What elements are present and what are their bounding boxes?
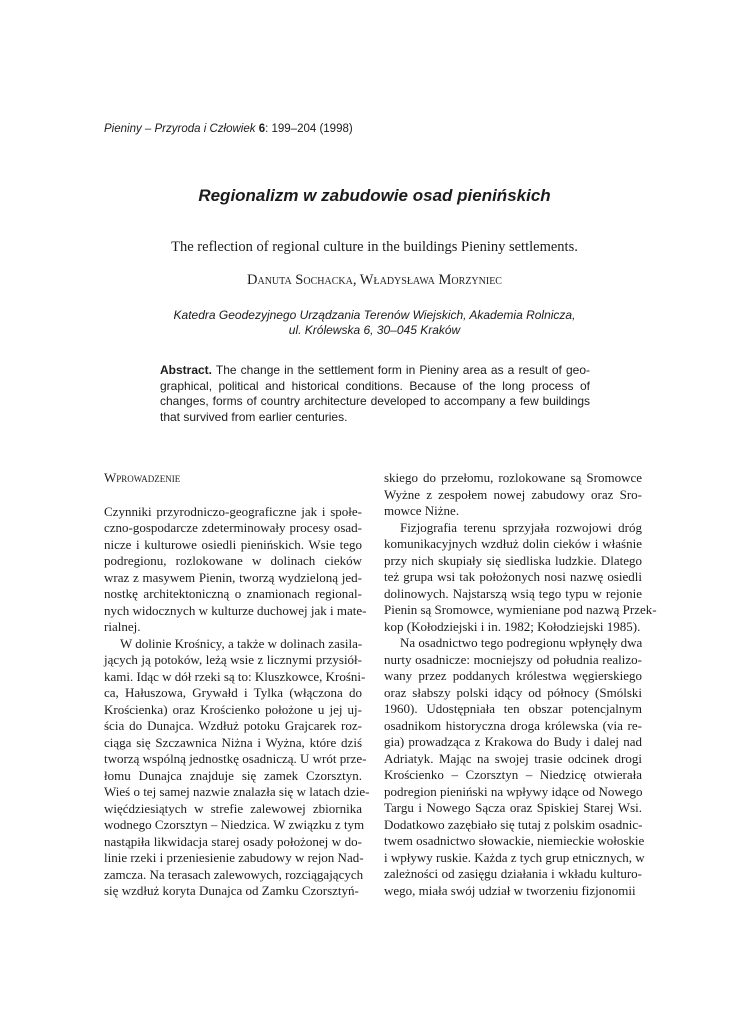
text-line: wodnego Czorsztyn – Niedzica. W związku z tym bbox=[104, 817, 365, 832]
text-line: ciąga się Szczawnica Niżna i Wyżna, które dziś bbox=[104, 734, 362, 750]
text-line: ścia do Dunajca. Wzdłuż potoku Grajcarek roz- bbox=[104, 718, 362, 733]
journal-citation bbox=[104, 123, 353, 135]
text-line: więćdziesiątych w strefie zalewowej zbiornika bbox=[104, 800, 362, 816]
text-line: nych widocznych w kulturze duchowej jak i mate- bbox=[104, 602, 367, 618]
abstract-line: changes, forms of country architecture developed to accompany a few buildings bbox=[160, 394, 590, 409]
journal-pages-year: : 199–204 (1998) bbox=[265, 123, 353, 135]
text-line: wego, miała swój udział w tworzeniu fizjonomii bbox=[384, 882, 636, 898]
text-line: Na osadnictwo tego podregionu wpłynęły dwa bbox=[400, 635, 643, 650]
text-line: nicze i kulturowe osiedli pienińskich. Wsie tego bbox=[104, 536, 362, 552]
text-line: 1960). Udostępniała ten obszar potencjalnym bbox=[384, 701, 642, 716]
text-line: przy nich skupiały się siedliska ludzkie. Dlatego bbox=[384, 552, 642, 568]
text-line: i wpływy ruskie. Każda z tych grup etnicznych, w bbox=[384, 849, 645, 865]
left-column bbox=[104, 470, 370, 900]
abstract-line: Abstract. The change in the settlement form in Pieniny area as a result of geo- bbox=[160, 363, 591, 377]
text-line: komunikacyjnych wzdłuż dolin cieków i właśnie bbox=[384, 536, 642, 551]
text-line: linie rzeki i przeniesienie zabudowy w rejon Nad- bbox=[104, 850, 364, 865]
text-line: nostkę architektoniczną o znamionach regional- bbox=[104, 586, 362, 601]
section-heading: Wprowadzenie bbox=[104, 470, 181, 485]
affiliation-line: ul. Królewska 6, 30–045 Kraków bbox=[288, 323, 461, 337]
paragraph bbox=[384, 519, 657, 636]
text-line: Dodatkowo zazębiało się tutaj z polskim osadnic- bbox=[384, 816, 643, 832]
abstract-label: Abstract. bbox=[160, 363, 213, 377]
text-line: czno-gospodarcze zdeterminowały procesy osad- bbox=[104, 520, 362, 535]
paragraph bbox=[384, 635, 645, 899]
text-line: jących ją potoków, leżą wsie z licznymi przysiół- bbox=[104, 652, 362, 667]
paper-title: Regionalizm w zabudowie osad pienińskich bbox=[198, 186, 551, 205]
abstract-line: graphical, political and historical conditions. Because of the long process of bbox=[160, 378, 590, 393]
text-line: skiego do przełomu, rozlokowane są Sromowce bbox=[384, 470, 642, 485]
text-line: kami. Idąc w dół rzeki są to: Kluszkowce, Krośni- bbox=[104, 668, 366, 684]
journal-name: Pieniny – Przyroda i Człowiek bbox=[104, 123, 256, 135]
journal-volume: 6 bbox=[258, 123, 266, 135]
text-line: zależności od zasięgu działania i wkładu kulturo- bbox=[384, 866, 642, 881]
paragraph bbox=[384, 470, 642, 520]
abstract bbox=[160, 363, 590, 425]
text-line: Targu i Nowego Sącza oraz Spiskiej Starej Wsi. bbox=[384, 800, 642, 815]
text-line: Adriatyk. Mając na swojej trasie odcinek drogi bbox=[384, 750, 642, 766]
text-line: Wieś o tej samej nazwie znalazła się w latach dzie- bbox=[104, 784, 370, 799]
text-line: Wyżne z zespołem nowej zabudowy oraz Sro- bbox=[384, 486, 642, 502]
affiliation-line: Katedra Geodezyjnego Urządzania Terenów Wiejskich, Akademia Rolnicza, bbox=[173, 308, 576, 322]
abstract-line: that survived from earlier centuries. bbox=[160, 409, 348, 424]
text-line: też grupa wsi tak położonych nosi nazwę osiedli bbox=[384, 569, 642, 584]
text-line: Pienin są Sromowce, wymieniane pod nazwą Przek- bbox=[384, 602, 657, 617]
text-line: nurty osadnicze: mocniejszy od południa realizo- bbox=[384, 651, 642, 667]
text-line: Czynniki przyrodniczo-geograficzne jak i społe- bbox=[104, 503, 362, 519]
paper-subtitle: The reflection of regional culture in the buildings Pieniny settlements. bbox=[171, 239, 578, 255]
text-line: wraz z masywem Pienin, tworzą wydzieloną jed- bbox=[104, 569, 362, 585]
text-line: Fizjografia terenu sprzyjała rozwojowi dróg bbox=[400, 519, 642, 535]
text-line: kop (Kołodziejski i in. 1982; Kołodziejski 1985). bbox=[384, 618, 641, 634]
text-line: mowce Niżne. bbox=[384, 503, 460, 518]
text-line: podregion pieniński na wpływy idące od Nowego bbox=[384, 783, 643, 799]
text-line: Krościenka) oraz Krościenko położone u jej uj- bbox=[104, 701, 362, 717]
text-line: podregionu, rozlokowane w dolinach cieków bbox=[104, 553, 362, 568]
text-line: osadnikom historyczna droga królewska (via re- bbox=[384, 717, 642, 733]
text-line: tworzą wspólną jednostkę osadniczą. U wrót prze- bbox=[104, 751, 367, 766]
text-line: gia) prowadząca z Krakowa do Budy i dalej nad bbox=[384, 734, 642, 749]
text-line: dolinowych. Najstarszą wsią tego typu w rejonie bbox=[384, 585, 642, 601]
text-line: oraz słabszy polski idący od północy (Smólski bbox=[384, 684, 642, 700]
paragraph bbox=[104, 503, 367, 636]
text-line: rialnej. bbox=[104, 619, 141, 634]
text-line: wany przez poddanych królestwa węgierskiego bbox=[384, 668, 642, 683]
text-line: się wzdłuż koryta Dunajca od Zamku Czorsztyń- bbox=[104, 883, 359, 898]
text-line: Krościenko – Czorsztyn – Niedzicę otwierała bbox=[384, 767, 642, 782]
text-line: łomu Dunajca znajduje się zamek Czorsztyn. bbox=[104, 767, 362, 783]
right-column bbox=[384, 470, 657, 899]
affiliation bbox=[0, 308, 749, 338]
text-line: ca, Hałuszowa, Grywałd i Tylka (włączona do bbox=[104, 685, 362, 700]
paper-authors: Danuta Sochacka, Władysława Morzyniec bbox=[247, 272, 502, 288]
paragraph bbox=[104, 635, 370, 900]
text-line: twem osadnictwo słowackie, niemieckie wołoskie bbox=[384, 833, 645, 848]
text-line: nastąpiła likwidacja starej osady położonej w do- bbox=[104, 833, 362, 849]
text-line: W dolinie Krośnicy, a także w dolinach zasila- bbox=[120, 635, 363, 651]
text-line: zamcza. Na terasach zalewowych, rozciągających bbox=[104, 866, 364, 882]
